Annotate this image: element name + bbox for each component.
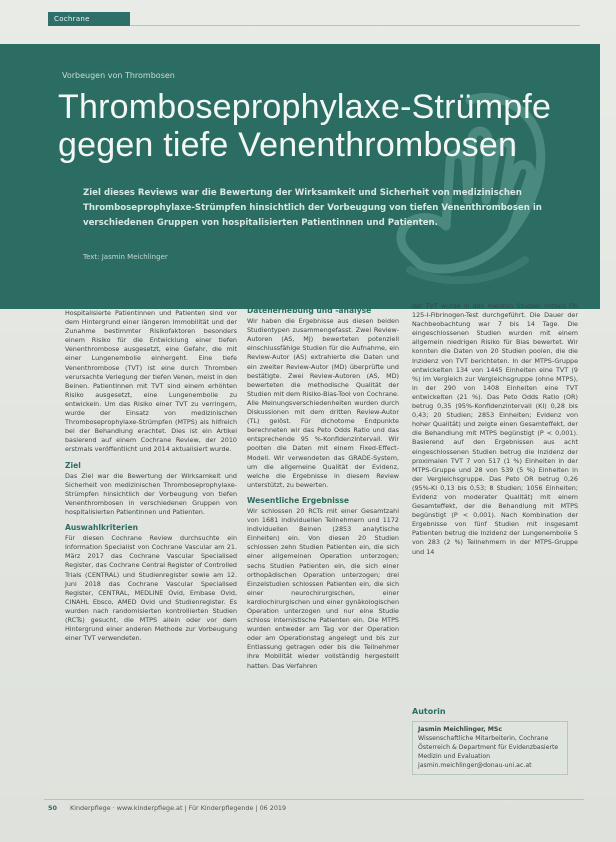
page-footer: [44, 801, 584, 815]
heading-auswahlkriterien: Auswahlkriterien: [65, 523, 139, 533]
author-email: jasmin.meichlinger@donau-uni.ac.at: [418, 762, 532, 769]
title-line-1: Thromboseprophylaxe-Strümpfe: [58, 88, 552, 126]
section-tag: Cochrane: [48, 12, 130, 26]
author-box: [412, 721, 568, 775]
footer-rule: [44, 799, 584, 800]
heading-ziel: Ziel: [65, 460, 81, 470]
heading-ergebnisse: Wesentliche Ergebnisse: [247, 495, 350, 505]
title-line-2: gegen tiefe Venenthrombosen: [58, 126, 518, 164]
daten-paragraph: Wir haben die Ergebnisse aus diesen beiden Studientypen zusammengefasst. Zwei Review-Autoren (AS, MJ) bewerteten potenziell einschlussfähige Studien für die Aufnahme, ein Review-Autor (AS) extrahierte die Daten und ein zweiter Review-Autor (MD) überprüfte und bestätigte. Zwei Review-Autoren (AS, MD) bewerteten die methodische Qualität der Studien mit dem Risiko-Bias-Tool von Cochrane. Alle Meinungsverschiedenheiten wurden durch Diskussionen mit dem dritten Review-Autor (TL) gelöst. Für dichotome Endpunkte berechneten wir das Peto Odds Ratio und das entsprechende 95 %-Konfidenzintervall. Wir poolten die Daten mit einem Fixed-Effect-Modell. Wir verwendeten das GRADE-System, um die allgemeine Qualität der Evidenz, welche die Ergebnisse in diesem Review unterstützt, zu bewerten.: [247, 317, 399, 489]
header-rule: [130, 25, 580, 26]
article-lead: Ziel dieses Reviews war die Bewertung der Wirksamkeit und Sicherheit von medizinischen Thromboseprophylaxe-Strümpfen hinsichtlich der Vorbeugung von tiefen Venenthrombosen in verschiedenen Gruppen von hospitalisierten Patientinnen und Patienten.: [83, 188, 542, 228]
article-byline: Text: Jasmin Meichlinger: [83, 253, 168, 261]
page-number: 50: [48, 804, 57, 812]
column-2: [247, 306, 399, 671]
author-line-2: Österreich & Department für Evidenzbasierte: [418, 744, 559, 751]
author-heading: Autorin: [412, 707, 446, 716]
author-line-1: Wissenschaftliche Mitarbeiterin, Cochrane: [418, 735, 549, 742]
author-line-3: Medizin und Evaluation: [418, 753, 491, 760]
ergebnisse-paragraph: Wir schlossen 20 RCTs mit einer Gesamtzahl von 1681 individuellen Teilnehmern und 1172 individuellen Beinen (2853 analytische Einheiten) ein. Von diesen 20 Studien schlossen zehn Studien Patienten ein, die sich einer allgemeinen Operation unterzogen; sechs Studien Patienten ein, die sich einer orthopädischen Operation unterzogen; drei Einzelstudien schlossen Patienten ein, die sich einer neurochirurgischen, einer kardiochirurgischen und einer gynäkologischen Operation unterzogen und nur eine Studie schloss internistische Patienten ein. Die MTPS wurden entweder am Tag vor der Operation oder am Operationstag angelegt und bis zur Entlassung getragen oder bis die Teilnehmer ihre Mobilität wieder vollständig hergestellt hatten. Das Verfahren: [247, 506, 399, 670]
column-3: [412, 302, 578, 557]
magazine-info: Kinderpflege · www.kinderpflege.at | Für Kinderpflegende | 06 2019: [70, 804, 287, 812]
author-name: Jasmin Meichlinger, MSc: [418, 726, 503, 733]
intro-paragraph: Hospitalisierte Patientinnen und Patienten sind vor dem Hintergrund einer längeren Immobilität und der Zunahme bestimmter Risikofaktoren besonders einem Risiko für die Entwicklung einer tiefen Venenthrombose ausgesetzt, eine Gefahr, die mit einer Lungenembolie einhergeht. Eine tiefe Venenthrombose (TVT) ist eine durch Thromben verursachte Verlegung der tiefen Venen, meist in den Beinen. Patientinnen mit TVT sind einem erhöhten Risiko ausgesetzt, eine Lungenembolie zu entwickeln. Um das Risiko einer TVT zu verringern, wurde der Einsatz von medizinischen Thromboseprophylaxe-Strümpfen (MTPS) als hilfreich bei der Behandlung erachtet. Dies ist ein Artikel basierend auf einem Cochrane Review, der 2010 erstmals veröffentlicht und 2014 aktualisiert wurde.: [65, 309, 237, 454]
column-3-paragraph: der TVT wurde in den meisten Studien mittels Fib 125-I-Fibrinogen-Test durchgeführt. Die Dauer der Nachbeobachtung war 7 bis 14 Tage. Die eingeschlossenen Studien wurden mit einem allgemein niedrigen Risiko für Bias bewertet. Wir konnten die Daten von 20 Studien poolen, die die Inzidenz von TVT berichteten. In der MTPS-Gruppe entwickelten 134 von 1445 Einheiten eine TVT (9 %) im Vergleich zur Vergleichsgruppe (ohne MTPS), in der 290 von 1408 Einheiten eine TVT entwickelten (21 %). Das Peto Odds Ratio (OR) betrug 0,35 (95%-Konfidenzintervall (KI) 0,28 bis 0,43; 20 Studien; 2853 Einheiten; Evidenz von hoher Qualität) und zeigte einen Gesamteffekt, der die Behandlung mit MTPS begünstigt (P < 0,001). Basierend auf den Ergebnissen aus acht eingeschlossenen Studien betrug die Inzidenz der proximalen TVT 7 von 517 (1 %) Einheiten in der MTPS-Gruppe und 28 von 539 (5 %) Einheiten in der Vergleichsgruppe. Das Peto OR betrug 0,26 (95%-KI 0,13 bis 0,53; 8 Studien; 1056 Einheiten; Evidenz von moderater Qualität) mit einem Gesamteffekt, der die Behandlung mit MTPS begünstigt (P < 0,001). Nach Kombination der Ergebnisse von fünf Studien mit insgesamt Patienten betrug die Inzidenz der Lungenembolie 5 von 283 (2 %) Teilnehmern in der MTPS-Gruppe und 14: [412, 302, 578, 556]
auswahl-paragraph: Für diesen Cochrane Review durchsuchte ein Information Specialist von Cochrane Vascular am 21. März 2017 das Cochrane Vascular Specialised Register, das Cochrane Central Register of Controlled Trials (CENTRAL) und Studienregister sowie am 12. Juni 2018 das Cochrane Vascular Specialised Register, CENTRAL, MEDLINE Ovid, Embase Ovid, CINAHL Ebsco, AMED Ovid und Studienregister. Es wurden nach randomisierten kontrollierten Studien (RCTs) gesucht, die MTPS allein oder vor dem Hintergrund einer anderen Methode zur Vorbeugung einer TVT verwendeten.: [65, 534, 237, 643]
heading-datenerhebung: Datenerhebung und -analyse: [247, 306, 372, 315]
ziel-paragraph: Das Ziel war die Bewertung der Wirksamkeit und Sicherheit von medizinischen Thromboseprophylaxe-Strümpfen hinsichtlich der Vorbeugung von tiefen Venenthrombosen in verschiedenen Gruppen von hospitalisierten Patientinnen und Patienten.: [65, 471, 237, 516]
article-title: [58, 88, 578, 164]
column-1: [65, 309, 237, 643]
article-kicker: Vorbeugen von Thrombosen: [62, 71, 175, 80]
